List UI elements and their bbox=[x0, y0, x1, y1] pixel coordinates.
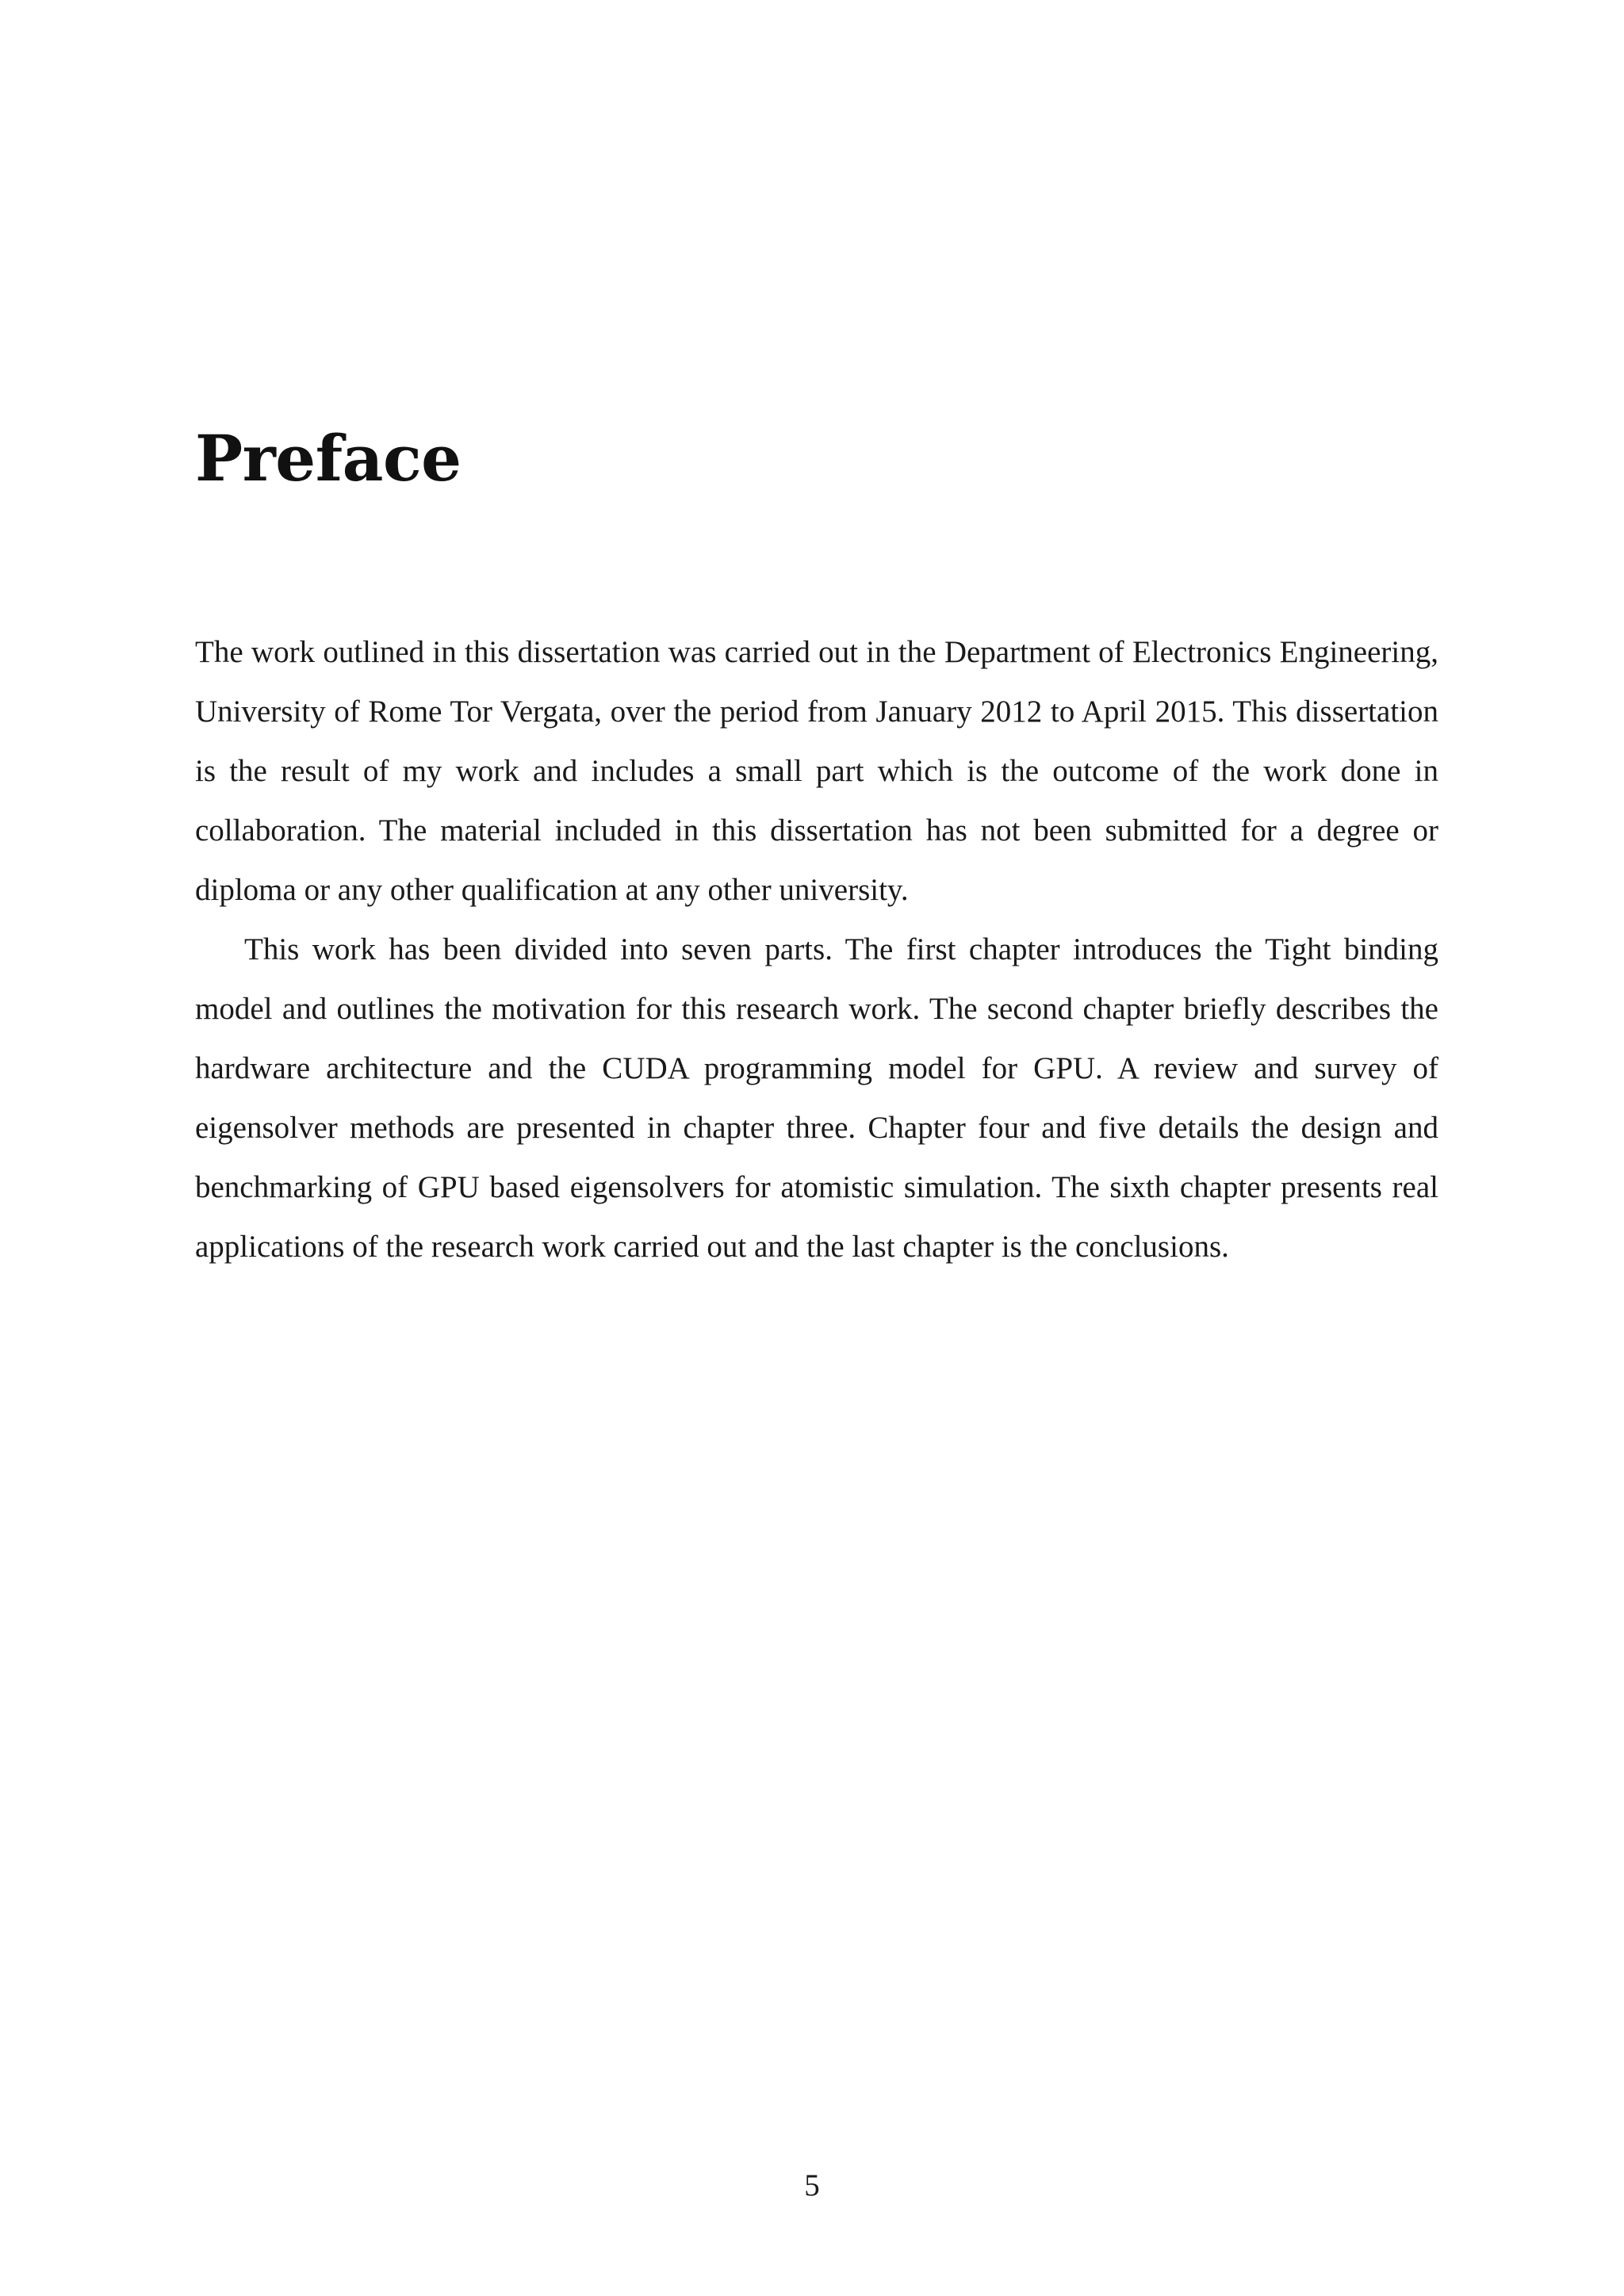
paragraph-2: This work has been divided into seven parts. The first chapter introduces the Tight binding model and outlines the motivation for this research work. The second chapter briefly describes the hardware architecture and the CUDA programming model for GPU. A review and survey of eigensolver methods are presented in chapter three. Chapter four and five details the design and benchmarking of GPU based eigensolvers for atomistic simulation. The sixth chapter presents real applications of the research work carried out and the last chapter is the conclusions. bbox=[195, 932, 1438, 1264]
chapter-title: Preface bbox=[195, 421, 462, 496]
page-number: 5 bbox=[804, 2168, 820, 2202]
paragraph-1: The work outlined in this dissertation was carried out in the Department of Electronics Engineering, University of Rome Tor Vergata, over the period from January 2012 to April 2015. This dissertation is the result of my work and includes a small part which is the outcome of the work done in collaboration. The material included in this dissertation has not been submitted for a degree or diploma or any other qualification at any other university. bbox=[195, 635, 1438, 907]
preface-body bbox=[195, 622, 1438, 1276]
